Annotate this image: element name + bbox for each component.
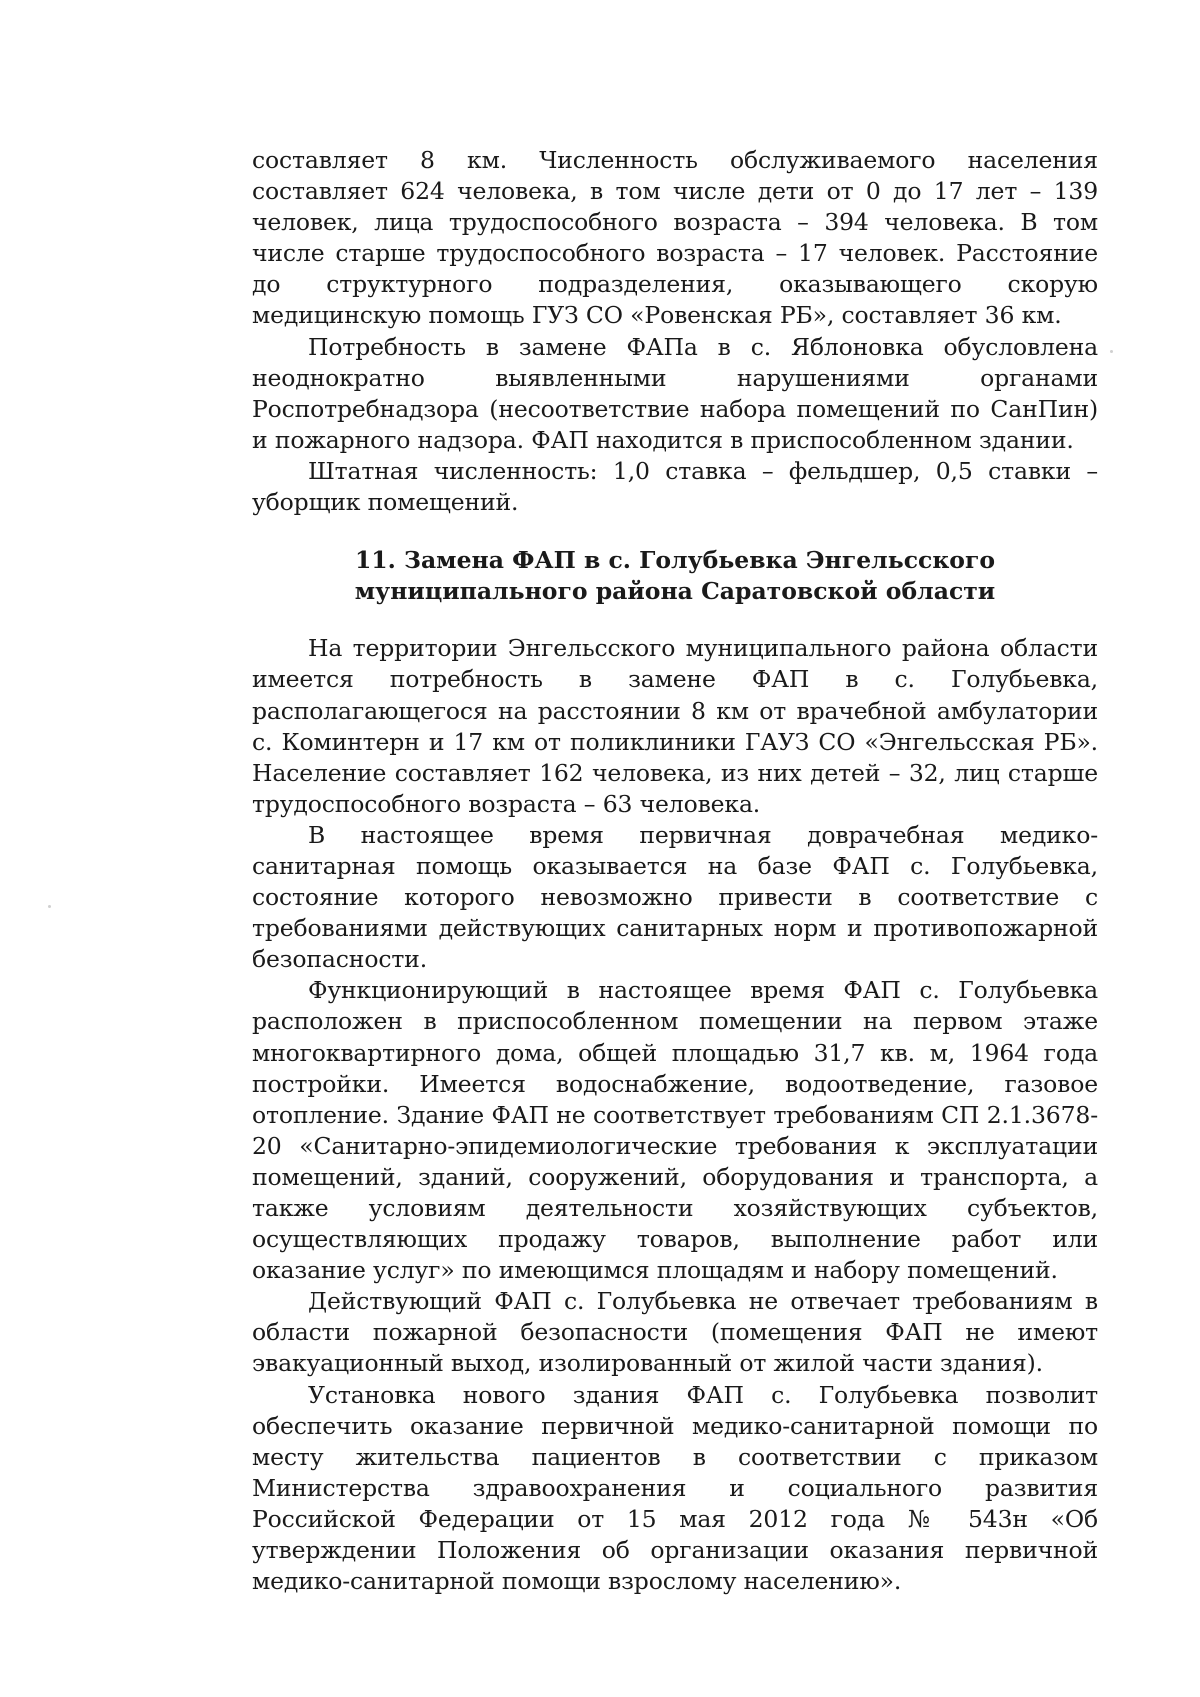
paragraph-section-5: Установка нового здания ФАП с. Голубьевка позволит обеспечить оказание первичной медико-санитарной помощи по месту жительства пациентов в соответствии с приказом Министерства здравоохранения и социального развития Российской Федерации от 15 мая 2012 года № 543н «Об утверждении Положения об организации оказания первичной медико-санитарной помощи взрослому населению». bbox=[252, 1380, 1098, 1596]
document-body bbox=[252, 145, 1098, 1597]
section-heading bbox=[252, 545, 1098, 607]
paragraph-section-3: Функционирующий в настоящее время ФАП с. Голубьевка расположен в приспособленном помещении на первом этаже многоквартирного дома, общей площадью 31,7 кв. м, 1964 года постройки. Имеется водоснабжение, водоотведение, газовое отопление. Здание ФАП не соответствует требованиям СП 2.1.3678-20 «Санитарно-эпидемиологические требования к эксплуатации помещений, зданий, сооружений, оборудования и транспорта, а также условиям деятельности хозяйствующих субъектов, осуществляющих продажу товаров, выполнение работ или оказание услуг» по имеющимся площадям и набору помещений. bbox=[252, 976, 1098, 1285]
paragraph-section-4: Действующий ФАП с. Голубьевка не отвечает требованиям в области пожарной безопасности (помещения ФАП не имеют эвакуационный выход, изолированный от жилой части здания). bbox=[252, 1287, 1098, 1378]
paragraph-intro-1: составляет 8 км. Численность обслуживаемого населения составляет 624 человека, в том числе дети от 0 до 17 лет – 139 человек, лица трудоспособного возраста – 394 человека. В том числе старше трудоспособного возраста – 17 человек. Расстояние до структурного подразделения, оказывающего скорую медицинскую помощь ГУЗ СО «Ровенская РБ», составляет 36 км. bbox=[252, 146, 1098, 330]
paragraph-section-2: В настоящее время первичная доврачебная медико-санитарная помощь оказывается на базе ФАП с. Голубьевка, состояние которого невозможно привести в соответствие с требованиями действующих санитарных норм и противопожарной безопасности. bbox=[252, 820, 1098, 974]
scan-speck bbox=[1110, 350, 1113, 353]
section-heading-line-2: муниципального района Саратовской области bbox=[354, 577, 996, 606]
paragraph-section-1: На территории Энгельсского муниципального района области имеется потребность в замене ФАП в с. Голубьевка, располагающегося на расстоянии 8 км от врачебной амбулатории с. Коминтерн и 17 км от поликлиники ГАУЗ СО «Энгельсская РБ». Население составляет 162 человека, из них детей – 32, лиц старше трудоспособного возраста – 63 человека. bbox=[252, 634, 1098, 818]
section-heading-line-1: 11. Замена ФАП в с. Голубьевка Энгельсского bbox=[354, 546, 996, 575]
paragraph-intro-3: Штатная численность: 1,0 ставка – фельдшер, 0,5 ставки – уборщик помещений. bbox=[252, 456, 1098, 517]
paragraph-intro-2: Потребность в замене ФАПа в с. Яблоновка обусловлена неоднократно выявленными нарушениями органами Роспотребнадзора (несоответствие набора помещений по СанПин) и пожарного надзора. ФАП находится в приспособленном здании. bbox=[252, 332, 1098, 454]
scan-speck bbox=[48, 905, 51, 908]
